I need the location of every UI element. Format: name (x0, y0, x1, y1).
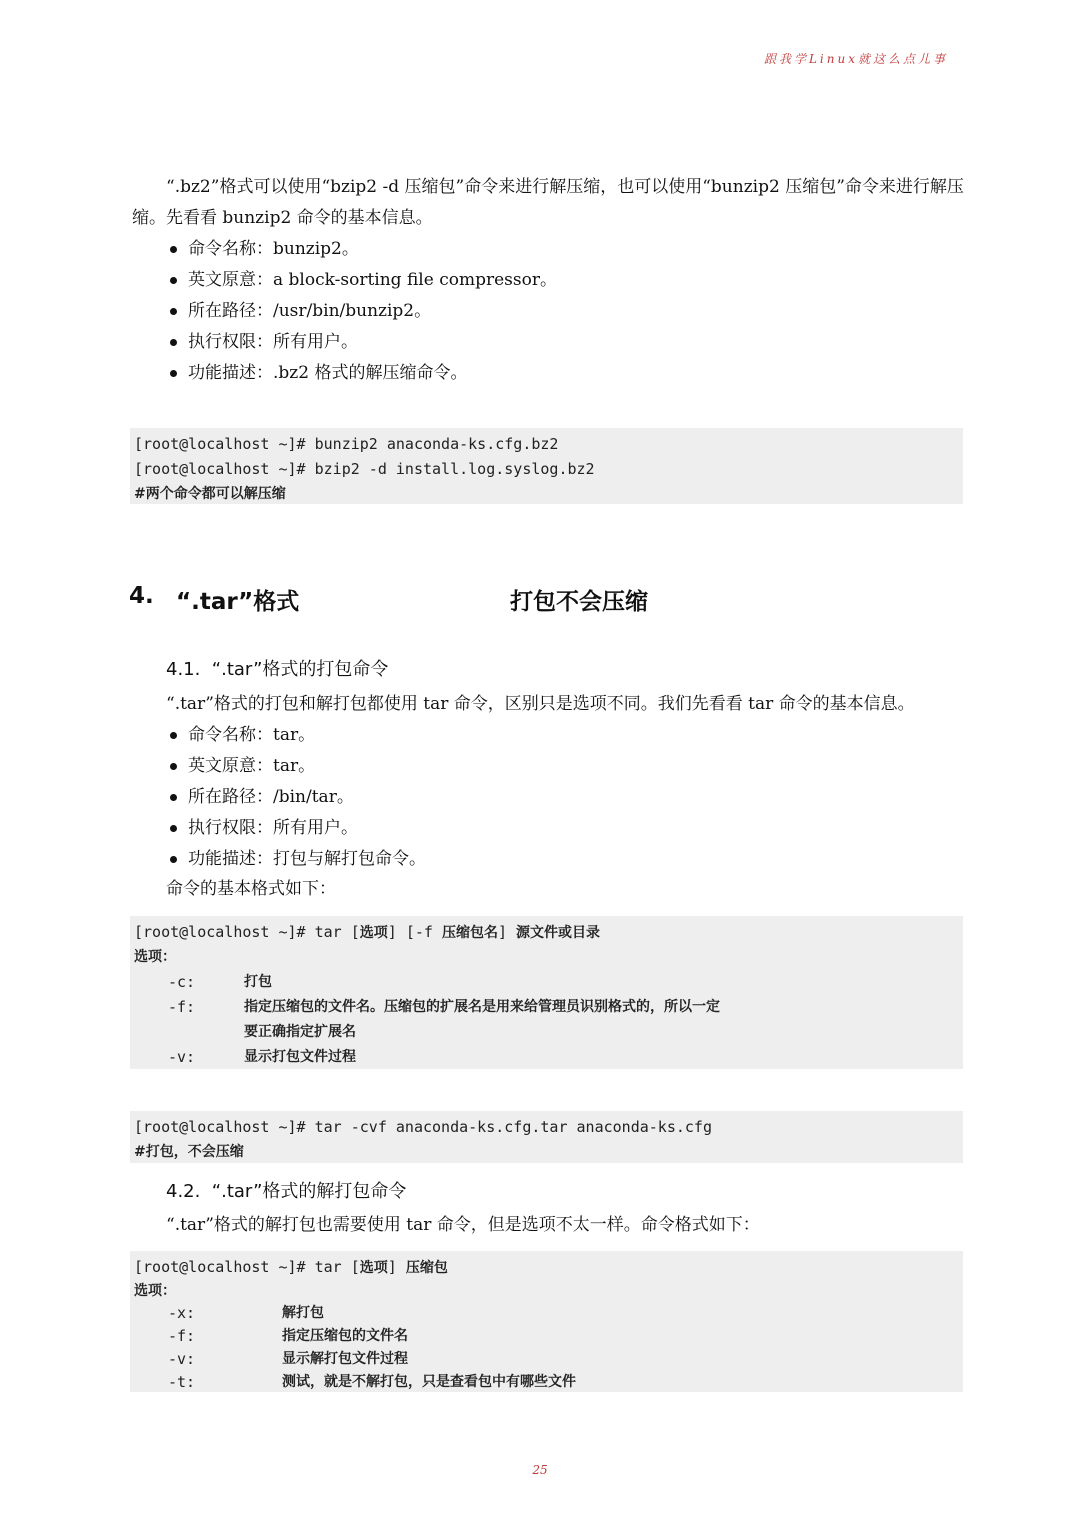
code-line: [root@localhost ~]# tar [选项] [-f 压缩包名] 源文件或目录 (134, 923, 601, 941)
format-label: 命令的基本格式如下： (166, 879, 336, 899)
option-row: -v: 显示打包文件过程 (168, 1048, 356, 1066)
subsection-4-2-heading: 4.2. “.tar”格式的解打包命令 (166, 1181, 407, 1202)
options-label: 选项： (134, 1283, 176, 1299)
list-item: 英文原意：tar。 (132, 751, 966, 782)
list-item: 所在路径：/bin/tar。 (132, 782, 966, 813)
subsection-4-1-heading: 4.1. “.tar”格式的打包命令 (166, 659, 389, 680)
bz2-code-block (130, 428, 963, 504)
section-4-subtitle: 打包不会压缩 (510, 589, 648, 615)
option-row: -f: 指定压缩包的文件名。压缩包的扩展名是用来给管理员识别格式的，所以一定 (168, 998, 720, 1016)
section-4-number: 4. (129, 583, 154, 609)
list-item: 所在路径：/usr/bin/bunzip2。 (132, 296, 966, 327)
tar-pack-example-block (130, 1111, 963, 1163)
tar-intro: “.tar”格式的打包和解打包都使用 tar 命令，区别只是选项不同。我们先看看 tar 命令的基本信息。 (166, 694, 915, 714)
tar-unpack-syntax-block (130, 1251, 963, 1392)
option-row: -t: 测试，就是不解打包，只是查看包中有哪些文件 (168, 1373, 576, 1391)
untar-intro: “.tar”格式的解打包也需要使用 tar 命令，但是选项不太一样。命令格式如下： (166, 1215, 760, 1235)
code-line: [root@localhost ~]# bunzip2 anaconda-ks.cfg.bz2 (134, 435, 559, 453)
code-line: [root@localhost ~]# tar [选项] 压缩包 (134, 1258, 448, 1276)
code-line: [root@localhost ~]# tar -cvf anaconda-ks.cfg.tar anaconda-ks.cfg (134, 1118, 712, 1136)
list-item: 命令名称：bunzip2。 (132, 234, 966, 265)
option-row: -x: 解打包 (168, 1304, 324, 1322)
list-item: 执行权限：所有用户。 (132, 327, 966, 358)
section-4-title: “.tar”格式 (176, 589, 300, 615)
options-label: 选项： (134, 949, 176, 965)
bz2-info-list (132, 234, 966, 389)
list-item: 功能描述：打包与解打包命令。 (132, 844, 966, 875)
list-item: 执行权限：所有用户。 (132, 813, 966, 844)
header-brand: 跟我学Linux就这么点儿事 (763, 52, 948, 66)
option-row: -c: 打包 (168, 973, 272, 991)
list-item: 功能描述：.bz2 格式的解压缩命令。 (132, 358, 966, 389)
list-item: 命令名称：tar。 (132, 720, 966, 751)
code-comment: #两个命令都可以解压缩 (134, 486, 286, 502)
tar-pack-syntax-block (130, 916, 963, 1069)
option-row: 要正确指定扩展名 (244, 1024, 356, 1040)
code-comment: #打包，不会压缩 (134, 1144, 244, 1160)
option-row: -v: 显示解打包文件过程 (168, 1350, 408, 1368)
list-item: 英文原意：a block-sorting file compressor。 (132, 265, 966, 296)
bz2-intro: “.bz2”格式可以使用“bzip2 -d 压缩包”命令来进行解压缩，也可以使用“bunzip2 压缩包”命令来进行解压缩。先看看 bunzip2 命令的基本信息。 (132, 177, 964, 228)
page-number: 25 (532, 1463, 548, 1477)
option-row: -f: 指定压缩包的文件名 (168, 1327, 408, 1345)
tar-info-list (132, 720, 966, 875)
code-line: [root@localhost ~]# bzip2 -d install.log.syslog.bz2 (134, 460, 595, 478)
